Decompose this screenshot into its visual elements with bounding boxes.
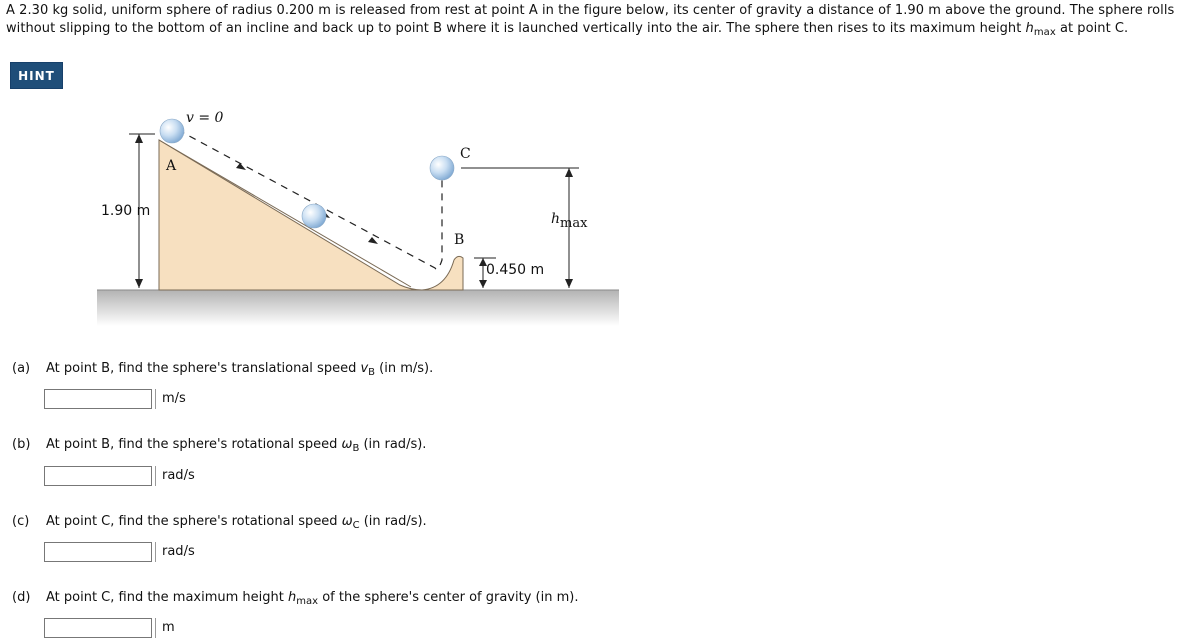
question-text-end: (in m/s). [375, 361, 434, 376]
question-subscript: B [368, 367, 376, 378]
hint-button[interactable]: HINT [10, 62, 63, 89]
question-tag: (a) [12, 361, 31, 376]
answer-b [44, 466, 195, 486]
incline-figure [80, 100, 640, 335]
problem-text-part2: at point C. [1055, 21, 1129, 36]
answer-d [44, 618, 175, 638]
question-symbol: ω [341, 437, 353, 452]
label-point-b: B [454, 232, 465, 248]
question-symbol: v [360, 361, 369, 376]
label-hmax [551, 211, 588, 231]
question-d [12, 590, 578, 605]
answer-d-input[interactable] [44, 618, 152, 638]
question-symbol: ω [341, 514, 353, 529]
ground [97, 290, 619, 326]
question-text: At point C, find the sphere's rotational speed [46, 514, 342, 529]
hmax-symbol: h [1025, 21, 1034, 36]
question-b [12, 437, 426, 452]
hmax-subscript: max [1033, 27, 1056, 38]
sphere-mid [302, 204, 326, 228]
answer-a-unit: m/s [155, 389, 186, 409]
sphere-at-c [430, 156, 454, 180]
label-ramp-height: 0.450 m [486, 262, 545, 278]
question-text: At point C, find the maximum height [46, 590, 289, 605]
answer-b-unit: rad/s [155, 466, 195, 486]
label-hmax-sub: max [560, 216, 588, 231]
label-height: 1.90 m [101, 203, 151, 219]
question-tag: (d) [12, 590, 31, 605]
question-text: At point B, find the sphere's translational speed [46, 361, 361, 376]
problem-statement [6, 2, 1182, 38]
label-point-c: C [460, 146, 471, 162]
answer-c-unit: rad/s [155, 542, 195, 562]
question-c [12, 514, 427, 529]
question-tag: (b) [12, 437, 31, 452]
label-point-a: A [166, 158, 177, 174]
question-subscript: C [352, 520, 360, 531]
question-a [12, 361, 433, 376]
problem-text-part1: A 2.30 kg solid, uniform sphere of radius 0.200 m is released from rest at point A in the figure below, its center of gravity a distance of 1.90 m above the ground. The sphere rolls without slipping to the bottom of an incline and back up to point B where it is launched vertically into the air. The sphere then rises to its maximum height [6, 3, 1175, 36]
question-text-end: of the sphere's center of gravity (in m). [318, 590, 579, 605]
answer-a [44, 389, 186, 409]
question-subscript: max [296, 596, 319, 607]
question-subscript: B [352, 443, 360, 454]
answer-c-input[interactable] [44, 542, 152, 562]
answer-d-unit: m [155, 618, 175, 638]
answer-a-input[interactable] [44, 389, 152, 409]
answer-b-input[interactable] [44, 466, 152, 486]
label-v0: v = 0 [186, 110, 224, 126]
answer-c [44, 542, 195, 562]
label-hmax-h: h [551, 211, 561, 227]
sphere-at-a [160, 119, 184, 143]
question-symbol: h [288, 590, 297, 605]
question-text: At point B, find the sphere's rotational speed [46, 437, 342, 452]
question-tag: (c) [12, 514, 30, 529]
question-text-end: (in rad/s). [359, 514, 427, 529]
question-text-end: (in rad/s). [359, 437, 427, 452]
